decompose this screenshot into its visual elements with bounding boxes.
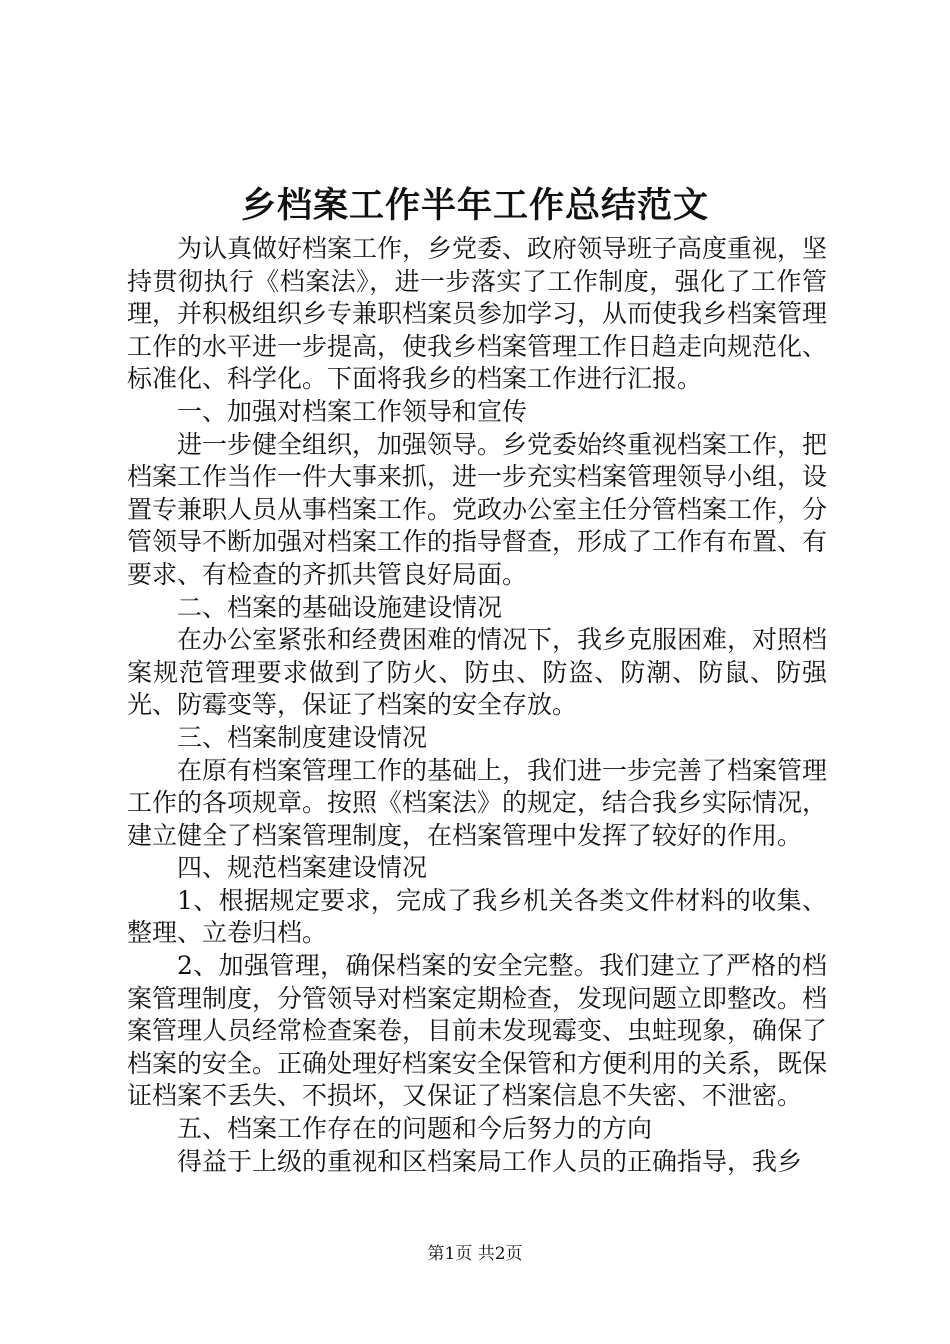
section-heading-5: 五、档案工作存在的问题和今后努力的方向 <box>177 1114 653 1144</box>
document-body <box>127 233 827 1178</box>
paragraph-section-2: 在办公室紧张和经费困难的情况下，我乡克服困难，对照档案规范管理要求做到了防火、防虫、防盗、防潮、防鼠、防强光、防霉变等，保证了档案的安全存放。 <box>127 625 828 720</box>
document-title: 乡档案工作半年工作总结范文 <box>240 186 709 226</box>
paragraph-section-3: 在原有档案管理工作的基础上，我们进一步完善了档案管理工作的各项规章。按照《档案法》的规定，结合我乡实际情况，建立健全了档案管理制度，在档案管理中发挥了较好的作用。 <box>127 755 828 850</box>
page-number-footer: 第1页 共2页 <box>427 1244 523 1264</box>
paragraph-intro: 为认真做好档案工作，乡党委、政府领导班子高度重视，坚持贯彻执行《档案法》，进一步落实了工作制度，强化了工作管理，并积极组织乡专兼职档案员参加学习，从而使我乡档案管理工作的水平进一步提高，使我乡档案管理工作日趋走向规范化、标准化、科学化。下面将我乡的档案工作进行汇报。 <box>127 234 828 394</box>
section-heading-1: 一、加强对档案工作领导和宣传 <box>177 396 528 426</box>
section-heading-2: 二、档案的基础设施建设情况 <box>177 592 503 622</box>
list-item-1: 1、根据规定要求，完成了我乡机关各类文件材料的收集、整理、立卷归档。 <box>127 885 827 948</box>
section-heading-4: 四、规范档案建设情况 <box>177 853 428 883</box>
list-item-2: 2、加强管理，确保档案的安全完整。我们建立了严格的档案管理制度，分管领导对档案定期检查，发现问题立即整改。档案管理人员经常检查案卷，目前未发现霉变、虫蛀现象，确保了档案的安全。正确处理好档案安全保管和方便利用的关系，既保证档案不丢失、不损坏，又保证了档案信息不失密、不泄密。 <box>127 951 828 1111</box>
paragraph-section-5: 得益于上级的重视和区档案局工作人员的正确指导，我乡 <box>177 1146 803 1176</box>
section-heading-3: 三、档案制度建设情况 <box>177 722 428 752</box>
paragraph-section-1: 进一步健全组织，加强领导。乡党委始终重视档案工作，把档案工作当作一件大事来抓，进一步充实档案管理领导小组，设置专兼职人员从事档案工作。党政办公室主任分管档案工作，分管领导不断加强对档案工作的指导督查，形成了工作有布置、有要求、有检查的齐抓共管良好局面。 <box>127 429 828 589</box>
